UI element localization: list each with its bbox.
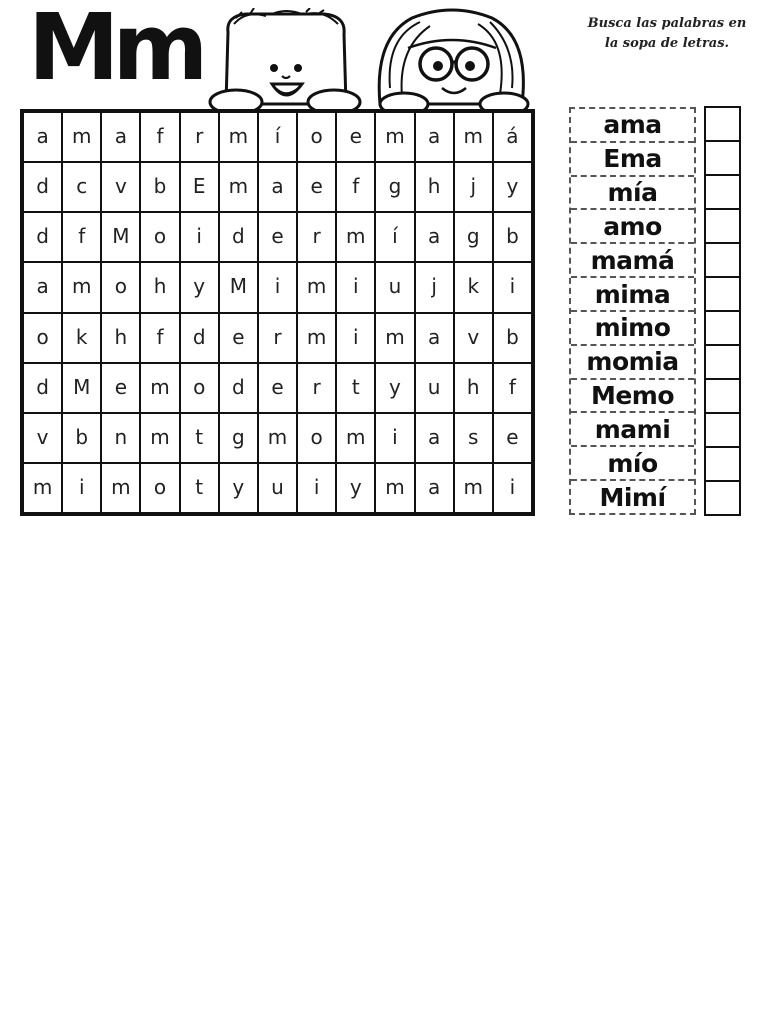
grid-cell[interactable]: a bbox=[23, 262, 62, 312]
grid-cell[interactable]: M bbox=[62, 363, 101, 413]
word-checkbox[interactable] bbox=[706, 142, 739, 176]
checkbox-column bbox=[704, 106, 741, 516]
instruction-text: Busca las palabras en la sopa de letras. bbox=[587, 16, 747, 51]
smiling-character-illustration bbox=[206, 8, 366, 112]
grid-cell[interactable]: u bbox=[258, 463, 297, 513]
word-checkbox[interactable] bbox=[706, 482, 739, 514]
grid-cell[interactable]: d bbox=[180, 313, 219, 363]
word-checkbox[interactable] bbox=[706, 380, 739, 414]
grid-cell[interactable]: m bbox=[23, 463, 62, 513]
grid-cell[interactable]: o bbox=[180, 363, 219, 413]
grid-cell[interactable]: m bbox=[375, 112, 414, 162]
grid-cell[interactable]: g bbox=[375, 162, 414, 212]
grid-cell[interactable]: i bbox=[375, 413, 414, 463]
grid-cell[interactable]: v bbox=[23, 413, 62, 463]
grid-cell[interactable]: m bbox=[140, 413, 179, 463]
word-list-item: mimo bbox=[571, 312, 694, 346]
grid-cell[interactable]: c bbox=[62, 162, 101, 212]
grid-cell[interactable]: m bbox=[140, 363, 179, 413]
grid-cell[interactable]: r bbox=[297, 363, 336, 413]
grid-cell[interactable]: a bbox=[415, 463, 454, 513]
word-list-item: mamá bbox=[571, 244, 694, 278]
word-checkbox[interactable] bbox=[706, 414, 739, 448]
grid-cell[interactable]: i bbox=[493, 262, 532, 312]
word-checkbox[interactable] bbox=[706, 312, 739, 346]
grid-cell[interactable]: h bbox=[140, 262, 179, 312]
word-list-item: Memo bbox=[571, 380, 694, 414]
grid-cell[interactable]: k bbox=[62, 313, 101, 363]
word-list-item: amo bbox=[571, 210, 694, 244]
grid-cell[interactable]: o bbox=[101, 262, 140, 312]
word-checkbox[interactable] bbox=[706, 278, 739, 312]
grid-cell[interactable]: j bbox=[454, 162, 493, 212]
grid-cell[interactable]: í bbox=[375, 212, 414, 262]
word-checkbox[interactable] bbox=[706, 210, 739, 244]
grid-cell[interactable]: o bbox=[23, 313, 62, 363]
grid-cell[interactable]: h bbox=[415, 162, 454, 212]
grid-cell[interactable]: f bbox=[336, 162, 375, 212]
grid-cell[interactable]: m bbox=[219, 112, 258, 162]
grid-cell[interactable]: e bbox=[258, 212, 297, 262]
grid-cell[interactable]: t bbox=[336, 363, 375, 413]
grid-cell[interactable]: a bbox=[258, 162, 297, 212]
grid-cell[interactable]: M bbox=[101, 212, 140, 262]
grid-cell[interactable]: y bbox=[180, 262, 219, 312]
grid-cell[interactable]: M bbox=[219, 262, 258, 312]
word-checkbox[interactable] bbox=[706, 244, 739, 278]
grid-cell[interactable]: m bbox=[297, 262, 336, 312]
grid-cell[interactable]: i bbox=[493, 463, 532, 513]
grid-cell[interactable]: i bbox=[258, 262, 297, 312]
grid-cell[interactable]: y bbox=[219, 463, 258, 513]
grid-cell[interactable]: a bbox=[415, 112, 454, 162]
word-list-item: mía bbox=[571, 177, 694, 211]
word-list-item: ama bbox=[571, 109, 694, 143]
grid-cell[interactable]: a bbox=[23, 112, 62, 162]
grid-cell[interactable]: b bbox=[140, 162, 179, 212]
grid-cell[interactable]: m bbox=[101, 463, 140, 513]
grid-cell[interactable]: m bbox=[336, 212, 375, 262]
grid-cell[interactable]: f bbox=[493, 363, 532, 413]
grid-cell[interactable]: y bbox=[493, 162, 532, 212]
grid-cell[interactable]: r bbox=[180, 112, 219, 162]
grid-cell[interactable]: v bbox=[101, 162, 140, 212]
word-list-item: momia bbox=[571, 346, 694, 380]
grid-cell[interactable]: d bbox=[23, 212, 62, 262]
grid-cell[interactable]: b bbox=[62, 413, 101, 463]
grid-cell[interactable]: m bbox=[62, 112, 101, 162]
word-checkbox[interactable] bbox=[706, 108, 739, 142]
grid-cell[interactable]: m bbox=[336, 413, 375, 463]
grid-cell[interactable]: h bbox=[454, 363, 493, 413]
word-checkbox[interactable] bbox=[706, 346, 739, 380]
word-checkbox[interactable] bbox=[706, 448, 739, 482]
grid-cell[interactable]: g bbox=[219, 413, 258, 463]
grid-cell[interactable]: f bbox=[62, 212, 101, 262]
grid-cell[interactable]: e bbox=[101, 363, 140, 413]
grid-cell[interactable]: a bbox=[415, 313, 454, 363]
grid-cell[interactable]: i bbox=[180, 212, 219, 262]
grid-cell[interactable]: o bbox=[140, 212, 179, 262]
word-list-item: Ema bbox=[571, 143, 694, 177]
word-list-item: mima bbox=[571, 278, 694, 312]
grid-cell[interactable]: a bbox=[415, 413, 454, 463]
grid-cell[interactable]: d bbox=[219, 363, 258, 413]
grid-cell[interactable]: m bbox=[375, 463, 414, 513]
grid-cell[interactable]: m bbox=[297, 313, 336, 363]
grid-cell[interactable]: d bbox=[23, 363, 62, 413]
grid-cell[interactable]: r bbox=[258, 313, 297, 363]
word-list-item: mío bbox=[571, 447, 694, 481]
grid-cell[interactable]: á bbox=[493, 112, 532, 162]
grid-cell[interactable]: i bbox=[336, 262, 375, 312]
grid-cell[interactable]: y bbox=[336, 463, 375, 513]
grid-cell[interactable]: k bbox=[454, 262, 493, 312]
grid-cell[interactable]: e bbox=[258, 363, 297, 413]
grid-cell[interactable]: m bbox=[258, 413, 297, 463]
word-checkbox[interactable] bbox=[706, 176, 739, 210]
grid-cell[interactable]: E bbox=[180, 162, 219, 212]
grid-cell[interactable]: h bbox=[101, 313, 140, 363]
grid-cell[interactable]: d bbox=[219, 212, 258, 262]
grid-cell[interactable]: y bbox=[375, 363, 414, 413]
grid-cell[interactable]: í bbox=[258, 112, 297, 162]
word-list-item: Mimí bbox=[599, 482, 666, 512]
grid-cell[interactable]: e bbox=[336, 112, 375, 162]
grid-cell[interactable]: u bbox=[415, 363, 454, 413]
page-title: Mm bbox=[28, 0, 202, 101]
grid-cell[interactable]: t bbox=[180, 463, 219, 513]
word-list-item: mami bbox=[571, 413, 694, 447]
grid-cell[interactable]: e bbox=[219, 313, 258, 363]
grid-cell[interactable]: m bbox=[375, 313, 414, 363]
grid-cell[interactable]: i bbox=[336, 313, 375, 363]
grid-cell[interactable]: n bbox=[101, 413, 140, 463]
grid-cell[interactable]: d bbox=[23, 162, 62, 212]
grid-cell[interactable]: o bbox=[297, 112, 336, 162]
grid-cell[interactable]: m bbox=[62, 262, 101, 312]
grid-cell[interactable]: o bbox=[297, 413, 336, 463]
grid-cell[interactable]: a bbox=[415, 212, 454, 262]
grid-cell[interactable]: u bbox=[375, 262, 414, 312]
grid-cell[interactable]: m bbox=[454, 112, 493, 162]
grid-cell[interactable]: a bbox=[101, 112, 140, 162]
grid-cell[interactable]: m bbox=[219, 162, 258, 212]
grid-cell[interactable]: s bbox=[454, 413, 493, 463]
grid-cell[interactable]: o bbox=[140, 463, 179, 513]
grid-cell[interactable]: r bbox=[297, 212, 336, 262]
grid-cell[interactable]: b bbox=[493, 313, 532, 363]
grid-cell[interactable]: g bbox=[454, 212, 493, 262]
grid-cell[interactable]: b bbox=[493, 212, 532, 262]
grid-cell[interactable]: f bbox=[140, 112, 179, 162]
grid-cell[interactable]: v bbox=[454, 313, 493, 363]
grid-cell[interactable]: i bbox=[297, 463, 336, 513]
grid-cell[interactable]: t bbox=[180, 413, 219, 463]
glasses-character-illustration bbox=[372, 8, 532, 112]
grid-cell[interactable]: m bbox=[454, 463, 493, 513]
word-list bbox=[569, 107, 696, 515]
word-search-grid bbox=[20, 109, 535, 516]
grid-cell[interactable]: i bbox=[62, 463, 101, 513]
grid-cell[interactable]: e bbox=[493, 413, 532, 463]
grid-cell[interactable]: f bbox=[140, 313, 179, 363]
grid-cell[interactable]: e bbox=[297, 162, 336, 212]
grid-cell[interactable]: j bbox=[415, 262, 454, 312]
